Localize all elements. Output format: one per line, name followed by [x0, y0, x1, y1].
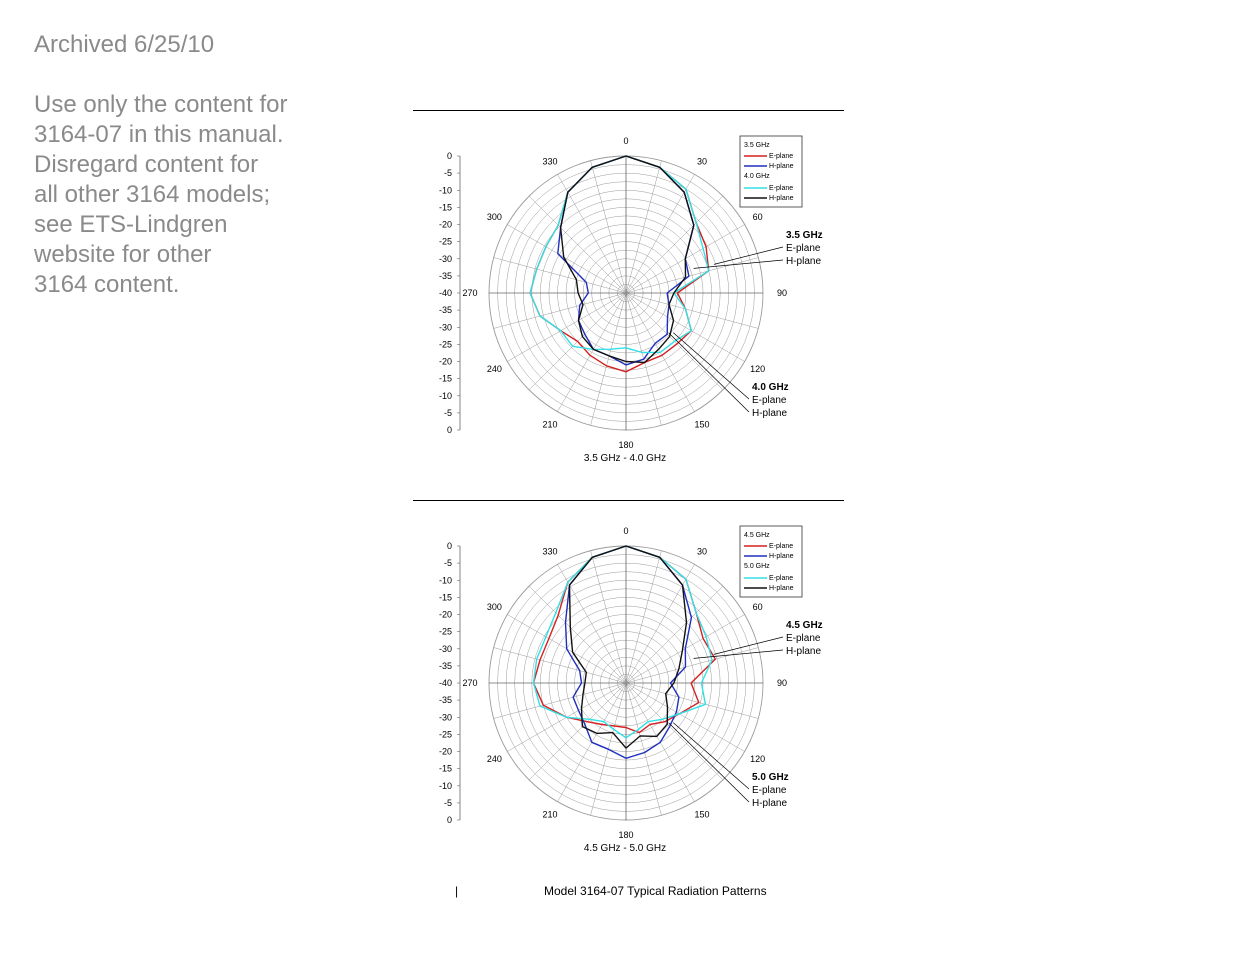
- angle-label: 30: [696, 546, 708, 557]
- radial-tick-label: -15: [438, 202, 452, 213]
- legend-label-e-low: E-plane: [769, 153, 794, 160]
- radial-tick-label: -10: [438, 185, 452, 196]
- callout-1-line2: H-plane: [786, 256, 822, 267]
- series-line-5-0-ghz-e-plane: [534, 546, 713, 738]
- callout-2-line1: E-plane: [752, 785, 787, 796]
- angle-label: 120: [750, 364, 766, 374]
- radial-tick-label: -20: [438, 356, 452, 367]
- note-spacer: [34, 60, 334, 90]
- radial-tick-label: -40: [438, 288, 452, 298]
- grid-spoke: [507, 225, 626, 294]
- callout-2-title: 4.0 GHz: [752, 382, 789, 393]
- angle-label: 210: [542, 419, 558, 430]
- radial-tick-label: -25: [438, 626, 452, 637]
- radial-tick-label: 0: [446, 151, 452, 161]
- chart-container-1: [413, 128, 844, 468]
- polar-chart-4.5-5.0-ghz: [413, 518, 844, 858]
- callouts: [669, 230, 823, 419]
- radial-tick-label: -5: [443, 407, 452, 418]
- grid-spoke: [529, 196, 626, 293]
- callout-2-line2: H-plane: [752, 798, 788, 809]
- legend-title-low: 4.5 GHz: [744, 532, 770, 539]
- angle-label: 120: [750, 754, 766, 764]
- legend-title-high: 4.0 GHz: [744, 173, 770, 180]
- legend-label-h-high: H-plane: [769, 195, 794, 202]
- series-line-3-5-ghz-e-plane: [530, 156, 709, 372]
- radial-tick-label: -30: [438, 322, 452, 333]
- note-line-1: Use only the content for: [34, 91, 288, 118]
- radial-tick-label: -35: [438, 305, 452, 316]
- radial-tick-label: -10: [438, 575, 452, 586]
- grid-spoke: [558, 293, 627, 412]
- legend-label-e-high: E-plane: [769, 575, 794, 582]
- radial-tick-label: -15: [438, 592, 452, 603]
- divider-middle: [413, 500, 844, 501]
- legend: [740, 526, 802, 597]
- grid-spoke: [626, 683, 758, 718]
- angle-label: 0: [623, 136, 629, 146]
- radial-tick-label: 0: [446, 815, 452, 825]
- callout-2-title: 5.0 GHz: [752, 772, 789, 783]
- footer-bar: |: [455, 884, 459, 898]
- grid-spoke: [626, 551, 661, 683]
- chart-caption: 3.5 GHz - 4.0 GHz: [583, 453, 667, 464]
- radial-tick-label: -25: [438, 729, 452, 740]
- grid-spoke: [507, 293, 626, 362]
- grid-spoke: [626, 564, 695, 683]
- series-line-4-0-ghz-h-plane: [561, 156, 694, 363]
- radial-tick-label: -30: [438, 253, 452, 264]
- angle-label: 30: [696, 156, 708, 167]
- legend: [740, 136, 802, 207]
- radial-tick-label: -20: [438, 746, 452, 757]
- archived-note: [34, 30, 334, 300]
- note-line-3: Disregard content for: [34, 151, 259, 178]
- note-line-6: website for other: [34, 241, 212, 268]
- grid-spoke: [626, 648, 758, 683]
- callout-1-line1: E-plane: [786, 633, 821, 644]
- radial-tick-label: -25: [438, 339, 452, 350]
- series-line-4-0-ghz-e-plane: [530, 156, 709, 353]
- chart-caption: 4.5 GHz - 5.0 GHz: [583, 843, 667, 854]
- angle-label: 330: [542, 546, 558, 557]
- angle-label: 300: [486, 212, 502, 222]
- grid-spoke: [494, 648, 626, 683]
- grid-spoke: [494, 293, 626, 328]
- angle-label: 330: [542, 156, 558, 167]
- grid-spoke: [626, 683, 661, 815]
- callout-1-title: 4.5 GHz: [786, 620, 823, 631]
- grid-spoke: [591, 161, 626, 293]
- angle-label: 300: [486, 602, 502, 612]
- angle-label: 180: [618, 830, 634, 840]
- radial-tick-label: -10: [438, 780, 452, 791]
- footer-caption: Model 3164-07 Typical Radiation Patterns: [544, 884, 767, 898]
- angle-label: 270: [462, 288, 478, 298]
- radial-tick-label: -30: [438, 643, 452, 654]
- legend-label-e-low: E-plane: [769, 543, 794, 550]
- radial-tick-label: -25: [438, 236, 452, 247]
- angle-label: 0: [623, 526, 629, 536]
- angle-label: 180: [618, 440, 634, 450]
- callout-2-leader-h: [669, 333, 749, 412]
- note-line-4: all other 3164 models;: [34, 181, 271, 208]
- radial-tick-label: -35: [438, 270, 452, 281]
- radial-tick-label: -5: [443, 797, 452, 808]
- angle-label: 90: [776, 288, 788, 298]
- radial-tick-label: 0: [446, 541, 452, 551]
- radial-tick-label: -15: [438, 373, 452, 384]
- archived-date: Archived 6/25/10: [34, 31, 215, 58]
- grid-spoke: [529, 586, 626, 683]
- radial-tick-label: -20: [438, 219, 452, 230]
- angle-label: 150: [694, 809, 710, 820]
- grid-spoke: [626, 293, 745, 362]
- angle-label: 240: [486, 364, 502, 374]
- angle-label: 150: [694, 419, 710, 430]
- callout-1-leader-e: [714, 637, 783, 654]
- legend-label-e-high: E-plane: [769, 185, 794, 192]
- radial-tick-label: -15: [438, 763, 452, 774]
- note-line-2: 3164-07 in this manual.: [34, 121, 284, 148]
- legend-title-low: 3.5 GHz: [744, 142, 770, 149]
- radial-tick-label: -10: [438, 390, 452, 401]
- grid-spoke: [626, 161, 661, 293]
- radial-tick-label: -5: [443, 558, 452, 569]
- callout-1-line1: E-plane: [786, 243, 821, 254]
- grid-spoke: [626, 683, 745, 752]
- grid-spoke: [626, 293, 758, 328]
- angle-label: 60: [752, 212, 763, 222]
- radial-tick-label: -35: [438, 660, 452, 671]
- note-line-7: 3164 content.: [34, 271, 180, 298]
- legend-label-h-low: H-plane: [769, 553, 794, 560]
- radial-tick-label: 0: [446, 425, 452, 435]
- radial-tick-label: -5: [443, 168, 452, 179]
- grid-spoke: [591, 551, 626, 683]
- note-line-5: see ETS-Lindgren: [34, 211, 228, 238]
- grid-spoke: [626, 258, 758, 293]
- callout-2-line2: H-plane: [752, 408, 788, 419]
- callout-1-leader-h: [694, 650, 783, 658]
- chart-container-2: [413, 518, 844, 858]
- legend-label-h-high: H-plane: [769, 585, 794, 592]
- callout-1-title: 3.5 GHz: [786, 230, 823, 241]
- grid-spoke: [494, 258, 626, 293]
- polar-chart-3.5-4.0-ghz: [413, 128, 844, 468]
- angle-label: 60: [752, 602, 763, 612]
- angle-label: 240: [486, 754, 502, 764]
- angle-label: 90: [776, 678, 788, 688]
- grid-spoke: [626, 196, 723, 293]
- angle-label: 270: [462, 678, 478, 688]
- callout-2-line1: E-plane: [752, 395, 787, 406]
- legend-title-high: 5.0 GHz: [744, 563, 770, 570]
- radial-tick-label: -30: [438, 712, 452, 723]
- polar-grid: [486, 546, 766, 820]
- grid-spoke: [529, 683, 626, 780]
- angle-label: 210: [542, 809, 558, 820]
- callout-1-line2: H-plane: [786, 646, 822, 657]
- callouts: [669, 620, 823, 809]
- callout-1-leader-e: [714, 247, 783, 264]
- divider-top: [413, 110, 844, 111]
- callout-2-leader-h: [669, 723, 749, 802]
- radial-tick-label: -20: [438, 609, 452, 620]
- radial-tick-label: -35: [438, 695, 452, 706]
- legend-label-h-low: H-plane: [769, 163, 794, 170]
- radial-tick-label: -40: [438, 678, 452, 688]
